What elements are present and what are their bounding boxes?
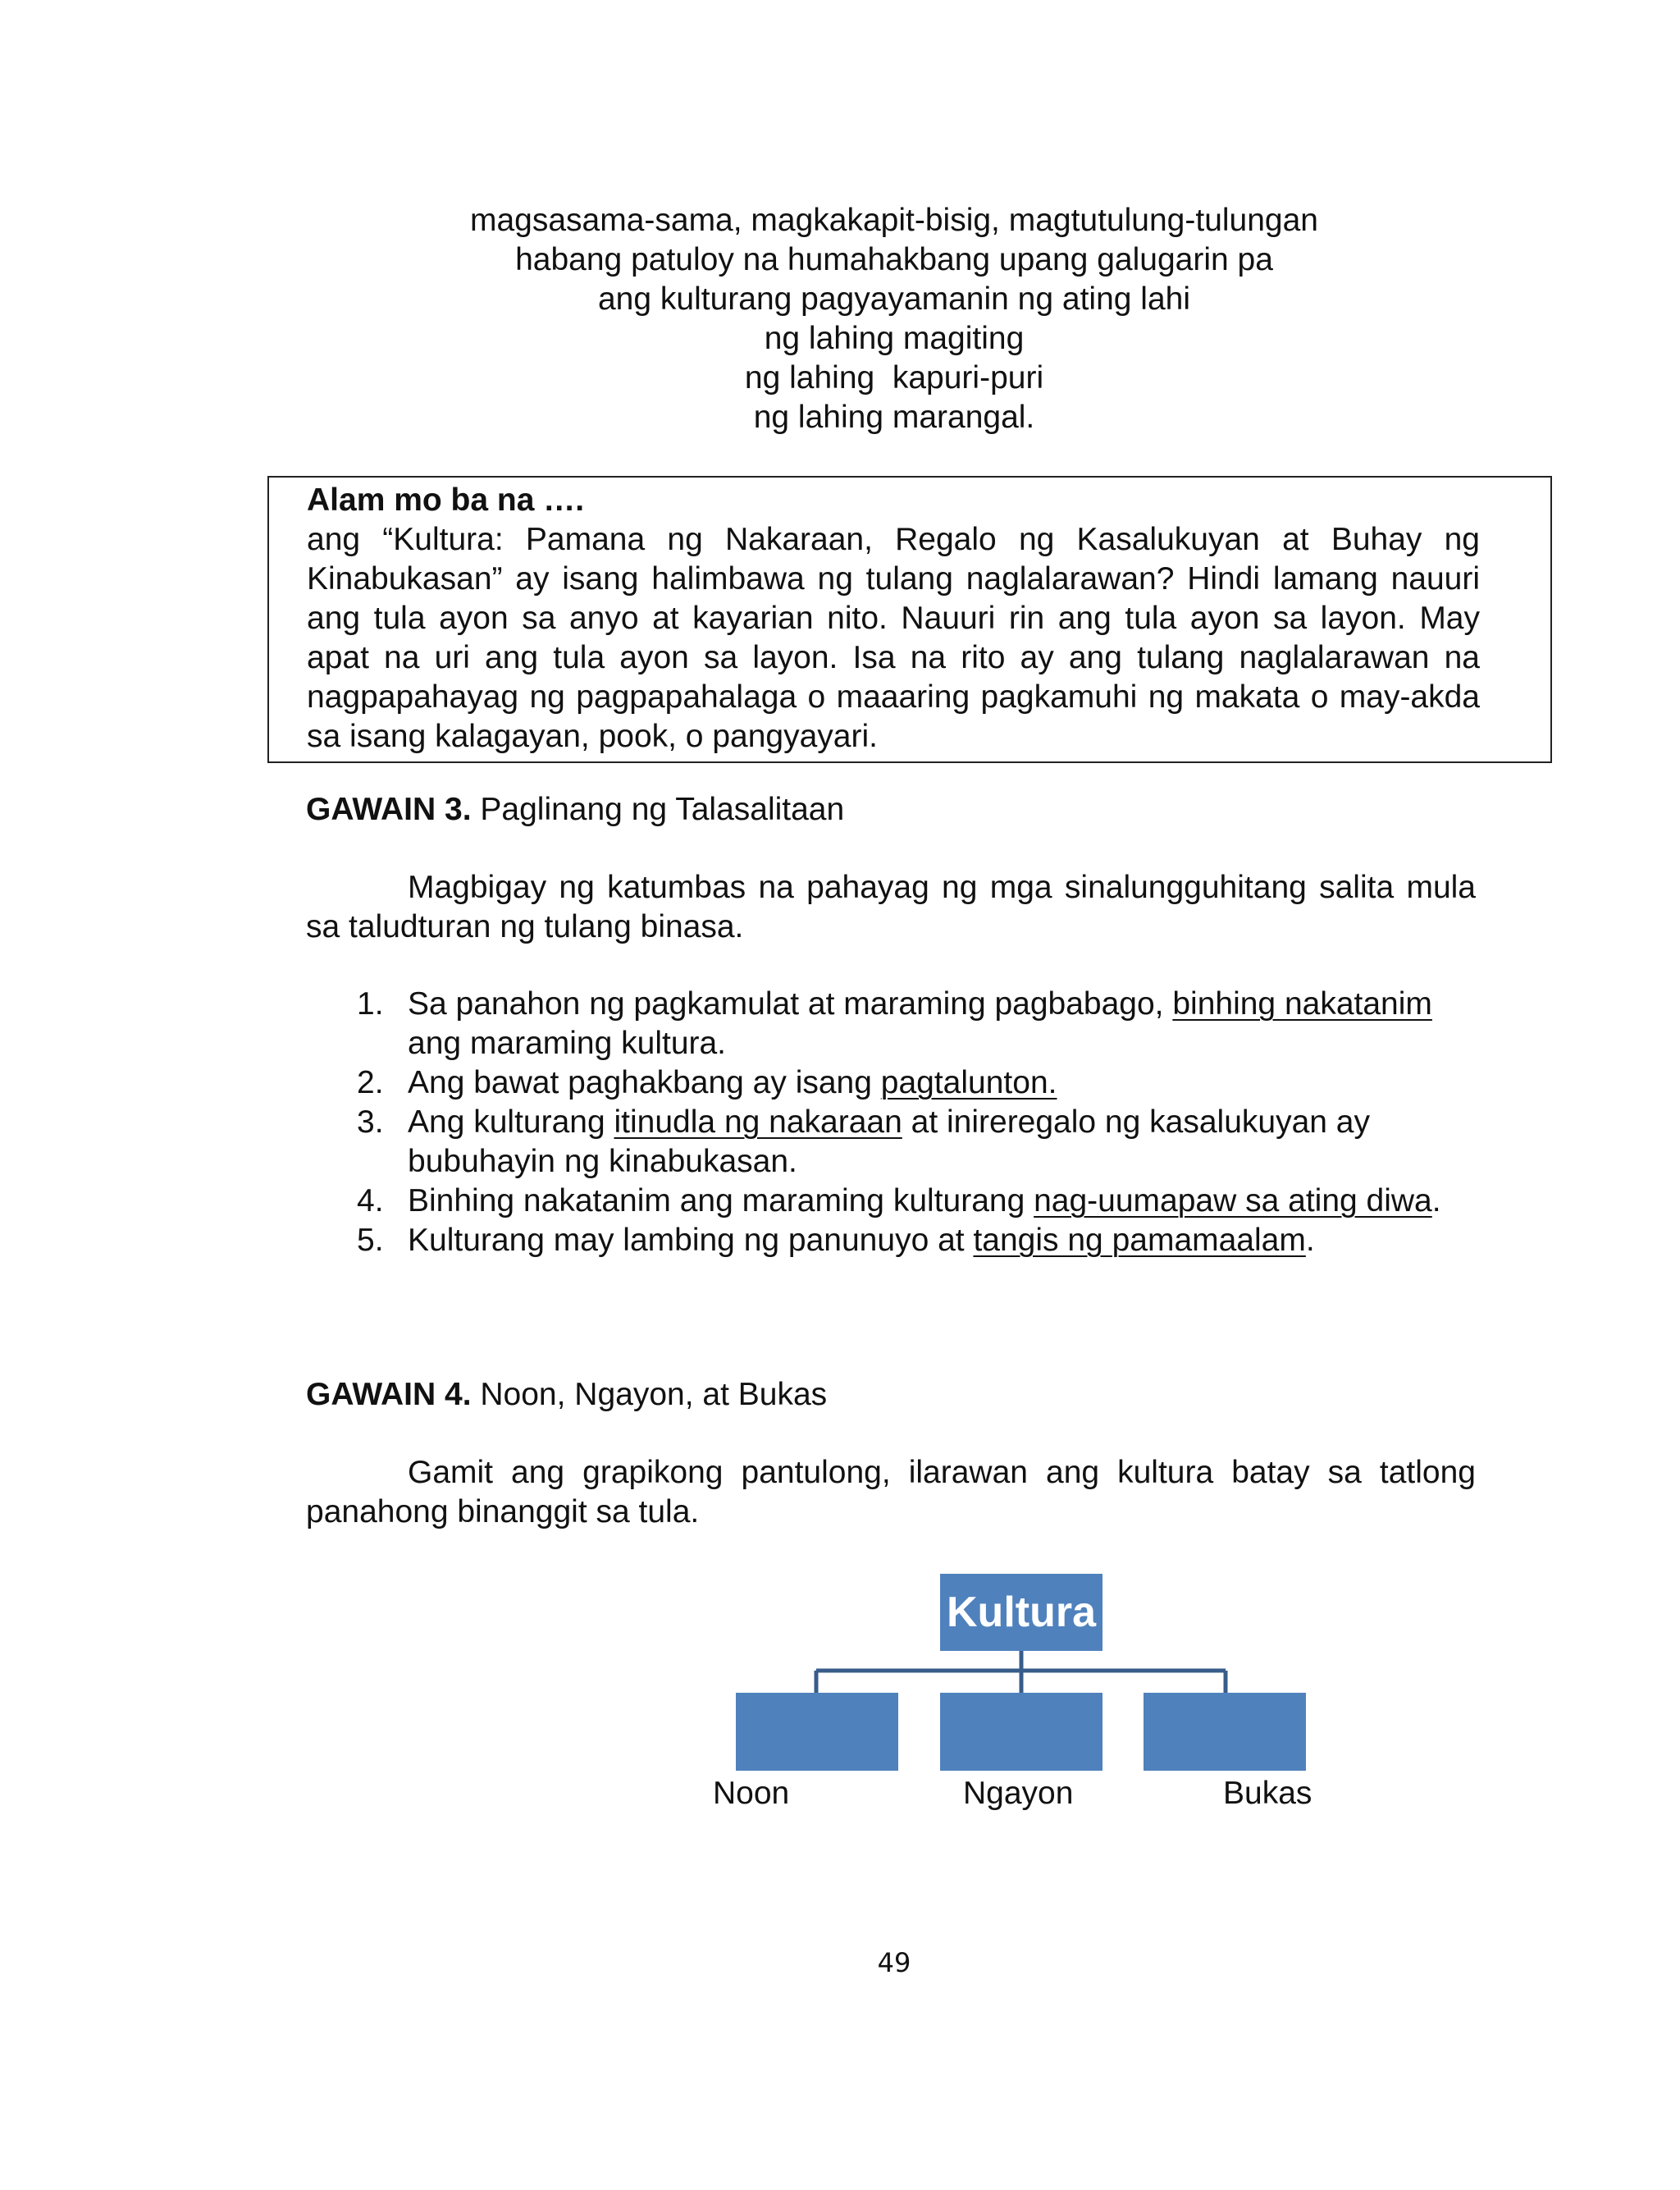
kultura-box: Kultura <box>940 1574 1102 1651</box>
underlined-term: nag-uumapaw sa ating diwa <box>1034 1183 1432 1218</box>
connector-group <box>816 1651 1226 1693</box>
poem-line: ang kulturang pagyayamanin ng ating lahi <box>597 281 1190 317</box>
poem-line: ng lahing kapuri-puri <box>744 360 1044 395</box>
page-number: 49 <box>877 1947 911 1978</box>
item-number: 4. <box>357 1183 384 1218</box>
did-you-know-title: Alam mo ba na …. <box>307 482 585 518</box>
underlined-term: tangis ng pamamaalam <box>973 1223 1306 1258</box>
item-text: Ang bawat paghakbang ay isang <box>408 1065 881 1100</box>
underlined-term: itinudla ng nakaraan <box>614 1104 902 1140</box>
item-text: Ang kulturang <box>408 1104 614 1140</box>
did-you-know-body: ang “Kultura: Pamana ng Nakaraan, Regalo ng Kasalukuyan at Buhay ng Kinabukasan” ay isang halimbawa ng tulang naglalarawan? Hindi lamang nauuri ang tula ayon sa anyo at kayarian nito. Nauuri rin ang tula ayon sa layon. May apat na uri ang tula ayon sa layon. Isa na rito ay ang tulang naglalarawan na nagpapahayag ng pagpapahalaga o maaaring pagkamuhi ng makata o may-akda sa isang kalagayan, pook, o pangyayari. <box>307 522 1480 754</box>
gawain4-title: Noon, Ngayon, at Bukas <box>471 1377 828 1412</box>
underlined-term: binhing nakatanim <box>1172 986 1432 1022</box>
noon-box <box>736 1693 898 1771</box>
ngayon-box <box>940 1693 1102 1771</box>
underlined-term: pagtalunton. <box>880 1065 1057 1100</box>
item-text: . <box>1305 1223 1315 1258</box>
item-number: 5. <box>357 1223 384 1258</box>
bukas-box <box>1144 1693 1306 1771</box>
gawain3-title: Paglinang ng Talasalitaan <box>471 792 845 827</box>
poem-line: ng lahing marangal. <box>753 400 1035 435</box>
poem-line: magsasama-sama, magkakapit-bisig, magtutulung-tulungan <box>469 203 1319 238</box>
item-text: ang maraming kultura. <box>408 1026 727 1061</box>
item-number: 2. <box>357 1065 384 1100</box>
noon-label: Noon <box>713 1776 790 1811</box>
poem-line: ng lahing magiting <box>764 321 1025 356</box>
gawain4-label: GAWAIN 4. <box>306 1377 472 1412</box>
item-text: Sa panahon ng pagkamulat at maraming pagbabago, <box>408 986 1173 1022</box>
item-text: at inireregalo ng kasalukuyan ay bubuhayin ng kinabukasan. <box>408 1104 1370 1179</box>
bukas-label: Bukas <box>1223 1776 1312 1811</box>
gawain3-instruction-text: Magbigay ng katumbas na pahayag ng mga sinalungguhitang salita mula sa taludturan ng tulang binasa. <box>306 870 1476 944</box>
ngayon-label: Ngayon <box>963 1776 1074 1811</box>
poem-line: habang patuloy na humahakbang upang galugarin pa <box>515 242 1273 277</box>
item-number: 3. <box>357 1104 384 1140</box>
gawain4-instruction-text: Gamit ang grapikong pantulong, ilarawan ang kultura batay sa tatlong panahong binanggit sa tula. <box>306 1455 1476 1529</box>
item-text: Binhing nakatanim ang maraming kulturang <box>408 1183 1034 1218</box>
item-text: Kulturang may lambing ng panunuyo at <box>408 1223 974 1258</box>
item-text: . <box>1431 1183 1441 1218</box>
item-number: 1. <box>357 986 384 1022</box>
gawain3-label: GAWAIN 3. <box>306 792 472 827</box>
